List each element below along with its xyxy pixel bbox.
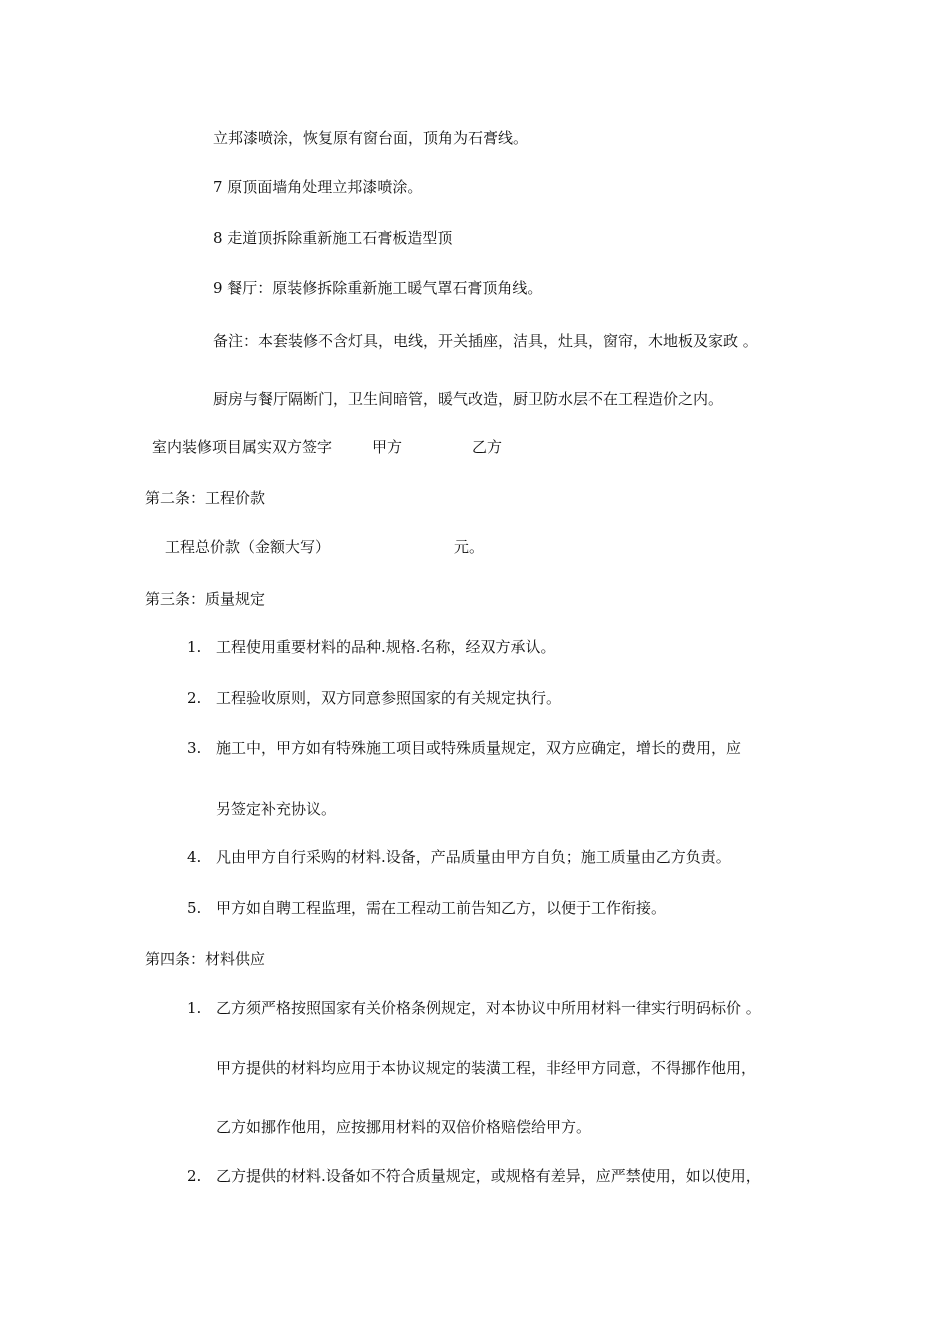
article-4-title: 第四条：材料供应: [145, 950, 266, 968]
article-3-item-1-text: 工程使用重要材料的品种.规格.名称，经双方承认。: [216, 638, 556, 656]
article-4-item-2-text: 乙方提供的材料.设备如不符合质量规定，或规格有差异，应严禁使用，如以使用，: [216, 1167, 761, 1185]
article-3-item-1-number: 1.: [187, 638, 202, 656]
signature-party-b: 乙方: [472, 438, 503, 456]
article-3-item-5-number: 5.: [187, 899, 202, 917]
price-label: 工程总价款（金额大写）: [165, 538, 331, 556]
article-3-item-3-number: 3.: [187, 739, 202, 757]
article-3-item-2-number: 2.: [187, 689, 202, 707]
article-4-item-1-text: 乙方须严格按照国家有关价格条例规定，对本协议中所用材料一律实行明码标价 。: [216, 999, 761, 1017]
remark-line-1: 备注：本套装修不含灯具，电线，开关插座，洁具，灶具，窗帘，木地板及家政 。: [213, 332, 758, 350]
article-4-item-1-number: 1.: [187, 999, 202, 1017]
article-3-item-3-text: 施工中，甲方如有特殊施工项目或特殊质量规定，双方应确定，增长的费用，应: [216, 739, 742, 757]
article-3-item-4-number: 4.: [187, 848, 202, 866]
article-3-item-3-continuation: 另签定补充协议。: [216, 800, 337, 818]
intro-line-1: 立邦漆喷涂，恢复原有窗台面，顶角为石膏线。: [213, 129, 529, 147]
price-unit: 元。: [454, 538, 485, 556]
intro-line-4: 9 餐厅：原装修拆除重新施工暖气罩石膏顶角线。: [213, 279, 543, 297]
intro-line-3: 8 走道顶拆除重新施工石膏板造型顶: [213, 229, 453, 247]
article-3-item-2-text: 工程验收原则，双方同意参照国家的有关规定执行。: [216, 689, 562, 707]
signature-party-a: 甲方: [372, 438, 403, 456]
signature-label: 室内装修项目属实双方签字: [152, 438, 333, 456]
article-3-title: 第三条：质量规定: [145, 590, 266, 608]
article-3-item-5-text: 甲方如自聘工程监理，需在工程动工前告知乙方，以便于工作衔接。: [216, 899, 667, 917]
article-4-item-1-continuation-2: 乙方如挪作他用，应按挪用材料的双倍价格赔偿给甲方。: [216, 1118, 592, 1136]
article-4-item-1-continuation-1: 甲方提供的材料均应用于本协议规定的装潢工程，非经甲方同意，不得挪作他用，: [216, 1059, 757, 1077]
remark-line-2: 厨房与餐厅隔断门，卫生间暗管，暖气改造，厨卫防水层不在工程造价之内。: [213, 390, 724, 408]
article-2-title: 第二条：工程价款: [145, 489, 266, 507]
article-3-item-4-text: 凡由甲方自行采购的材料.设备，产品质量由甲方自负；施工质量由乙方负责。: [216, 848, 731, 866]
intro-line-2: 7 原顶面墙角处理立邦漆喷涂。: [213, 178, 423, 196]
article-4-item-2-number: 2.: [187, 1167, 202, 1185]
